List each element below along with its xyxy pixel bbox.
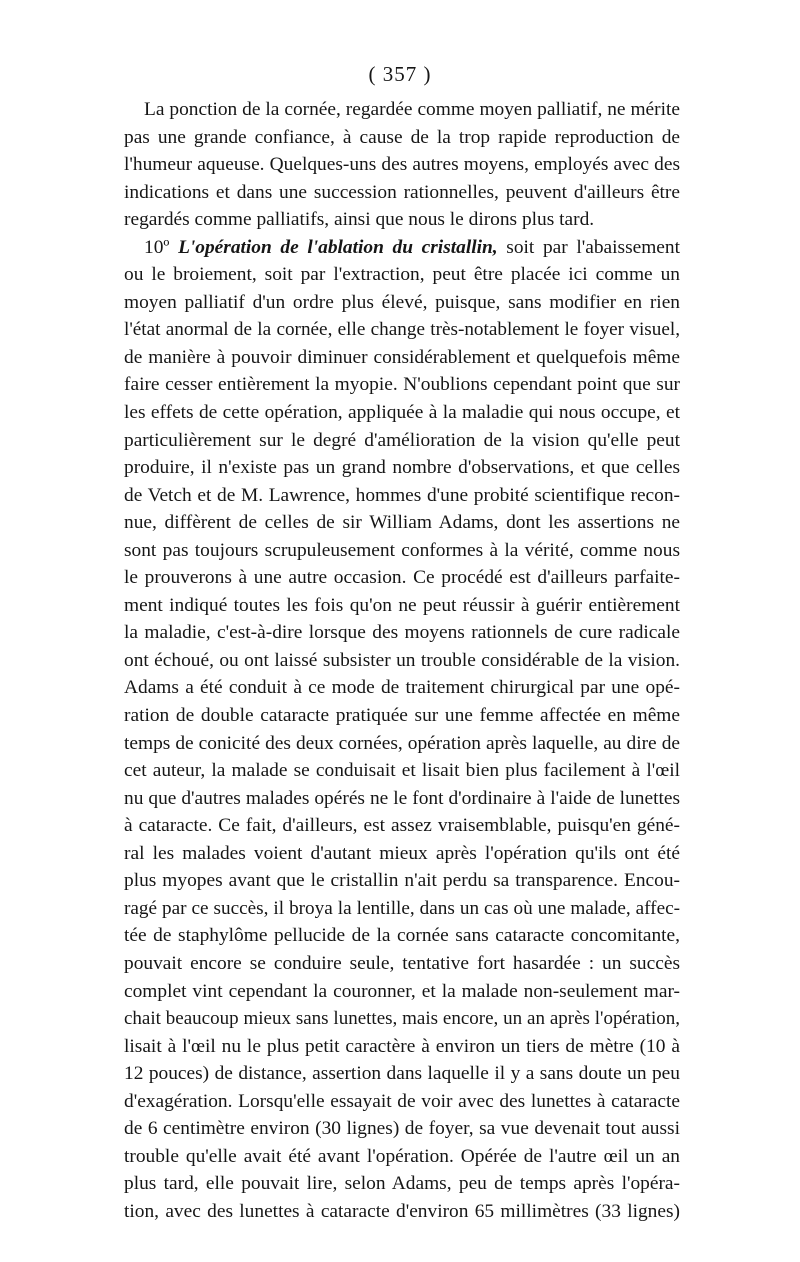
text-line: ragé par ce succès, il broya la lentille, dans un cas où une malade, affec- (124, 897, 680, 919)
text-line: à cataracte. Ce fait, d'ailleurs, est assez vraisemblable, puisqu'en géné- (124, 815, 680, 837)
text-line: faire cesser entièrement la myopie. N'oublions cependant point que sur (124, 374, 680, 396)
text-line: complet vint cependant la couronner, et la malade non-seulement mar- (124, 980, 680, 1002)
section-title: L'opération de l'ablation du cristallin, (178, 236, 498, 258)
paragraph-puncture-cornea (124, 96, 680, 234)
text-line: tion, avec des lunettes à cataracte d'environ 65 millimètres (33 lignes) (124, 1200, 680, 1222)
text-line: temps de conicité des deux cornées, opération après laquelle, au dire de (124, 732, 680, 754)
text-line: pouvait encore se conduire seule, tentative fort hasardée : un succès (124, 952, 680, 974)
text-block (124, 96, 680, 1225)
text-line: Adams a été conduit à ce mode de traitement chirurgical par une opé- (124, 677, 680, 699)
text-line: regardés comme palliatifs, ainsi que nous le dirons plus tard. (124, 209, 595, 231)
text-line: cet auteur, la malade se conduisait et lisait bien plus facilement à l'œil (124, 760, 680, 782)
text-line: pas une grande confiance, à cause de la trop rapide reproduction de (124, 126, 680, 148)
first-line-rest: soit par l'abaissement (506, 236, 680, 258)
text-line: particulièrement sur le degré d'amélioration de la vision qu'elle peut (124, 429, 680, 451)
text-line: chait beaucoup mieux sans lunettes, mais encore, un an après l'opération, (124, 1008, 680, 1030)
text-line: indications et dans une succession rationnelles, peuvent d'ailleurs être (124, 181, 680, 203)
text-line: nu que d'autres malades opérés ne le font d'ordinaire à l'aide de lunettes (124, 787, 680, 809)
section-number: 10º (144, 236, 170, 258)
text-line: plus tard, elle pouvait lire, selon Adams, peu de temps après l'opéra- (124, 1173, 680, 1195)
text-line: de manière à pouvoir diminuer considérablement et quelquefois même (124, 346, 680, 368)
text-line: ont échoué, ou ont laissé subsister un trouble considérable de la vision. (124, 649, 680, 671)
text-line: ment indiqué toutes les fois qu'on ne peut réussir à guérir entièrement (124, 594, 680, 616)
text-line: ral les malades voient d'autant mieux après l'opération qu'ils ont été (124, 842, 680, 864)
text-line: moyen palliatif d'un ordre plus élevé, puisque, sans modifier en rien (124, 291, 680, 313)
text-line: plus myopes avant que le cristallin n'ait perdu sa transparence. Encou- (124, 870, 680, 892)
paragraph-lens-ablation (124, 234, 680, 1226)
text-line: les effets de cette opération, appliquée à la maladie qui nous occupe, et (124, 402, 680, 424)
text-line: la maladie, c'est-à-dire lorsque des moyens rationnels de cure radicale (124, 622, 680, 644)
text-line: tée de staphylôme pellucide de la cornée sans cataracte concomitante, (124, 925, 680, 947)
text-line: trouble qu'elle avait été avant l'opération. Opérée de l'autre œil un an (124, 1145, 680, 1167)
text-line: le prouverons à une autre occasion. Ce procédé est d'ailleurs parfaite- (124, 567, 680, 589)
text-line: l'état anormal de la cornée, elle change très-notablement le foyer visuel, (124, 319, 680, 341)
text-line: ou le broiement, soit par l'extraction, peut être placée ici comme un (124, 264, 680, 286)
text-line: 12 pouces) de distance, assertion dans laquelle il y a sans doute un peu (124, 1063, 680, 1085)
text-line-heading (124, 234, 680, 262)
text-line: ration de double cataracte pratiquée sur une femme affectée en même (124, 705, 680, 727)
text-line: de Vetch et de M. Lawrence, hommes d'une probité scientifique recon- (124, 484, 680, 506)
text-line: de 6 centimètre environ (30 lignes) de foyer, sa vue devenait tout aussi (124, 1118, 680, 1140)
text-line: l'humeur aqueuse. Quelques-uns des autres moyens, employés avec des (124, 154, 680, 176)
page-number: ( 357 ) (368, 62, 432, 86)
text-line: nue, diffèrent de celles de sir William Adams, dont les assertions ne (124, 512, 680, 534)
text-line: d'exagération. Lorsqu'elle essayait de voir avec des lunettes à cataracte (124, 1090, 680, 1112)
text-line: La ponction de la cornée, regardée comme moyen palliatif, ne mérite (144, 99, 680, 120)
text-line: produire, il n'existe pas un grand nombre d'observations, et que celles (124, 457, 680, 479)
text-line: sont pas toujours scrupuleusement conformes à la vérité, comme nous (124, 539, 680, 561)
text-line: lisait à l'œil nu le plus petit caractère à environ un tiers de mètre (10 à (124, 1035, 680, 1057)
